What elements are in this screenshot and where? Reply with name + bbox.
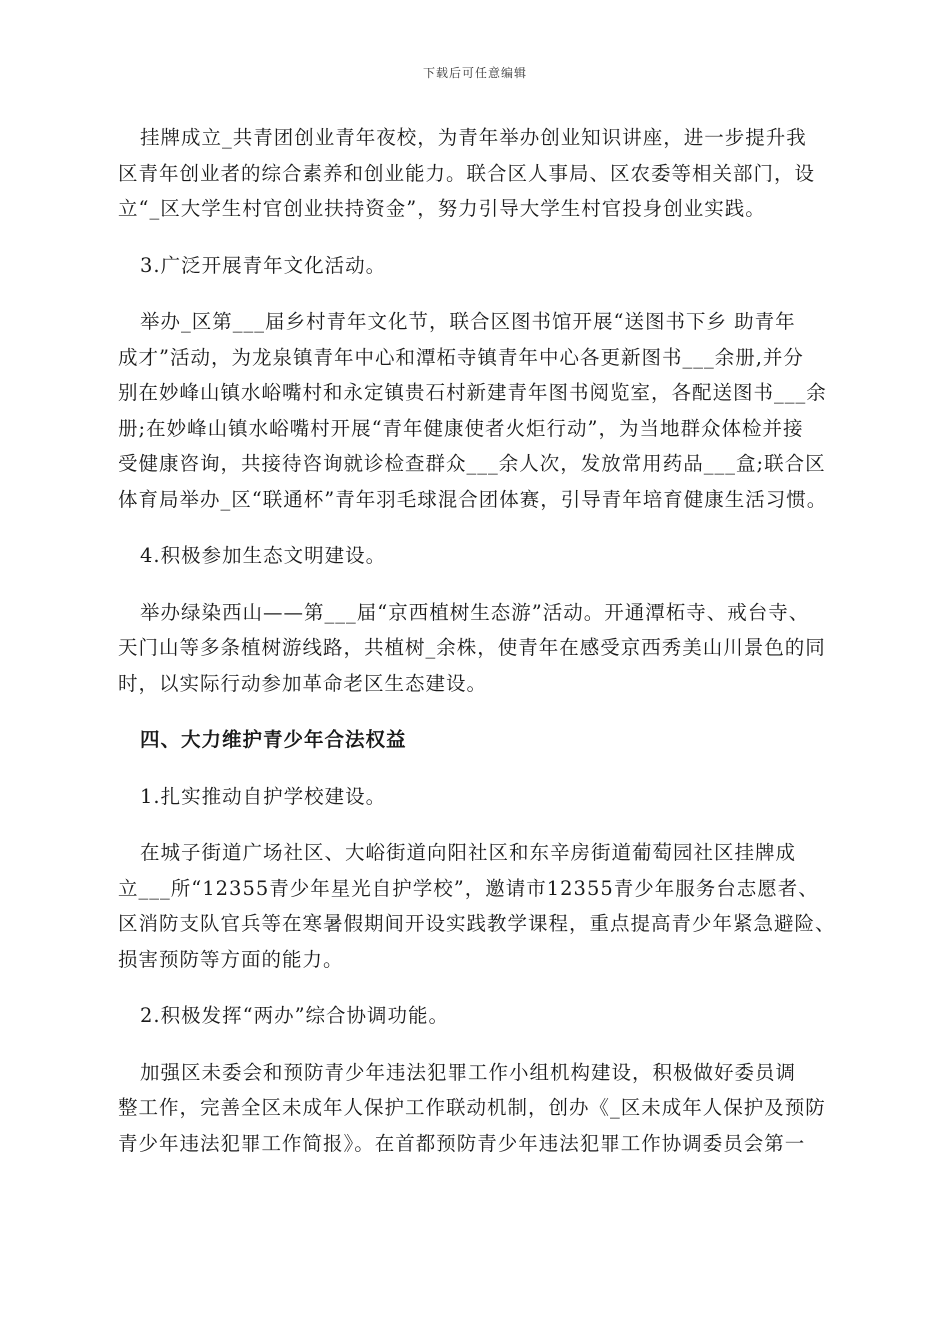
text-line: 举办绿染西山——第___届“京西植树生态游”活动。开通潭柘寺、戒台寺、 [140,600,810,624]
page-header: 下载后可任意编辑 [422,66,527,80]
text-line: 别在妙峰山镇水峪嘴村和永定镇贵石村新建青年图书阅览室，各配送图书___余 [118,381,827,404]
text-line: 天门山等多条植树游线路，共植树_余株，使青年在感受京西秀美山川景色的同 [118,636,826,659]
text-line: 青少年违法犯罪工作简报》。在首都预防青少年违法犯罪工作协调委员会第一 [118,1131,806,1155]
text-line: 区青年创业者的综合素养和创业能力。联合区人事局、区农委等相关部门，设 [118,161,816,185]
text-line: 体育局举办_区“联通杯”青年羽毛球混合团体赛，引导青年培育健康生活习惯。 [118,487,828,511]
subheading-text: 2.积极发挥“两办”综合协调功能。 [140,1004,450,1027]
subheading-coordination [118,998,850,1034]
subheading-ecological [118,538,850,574]
text-line: 册;在妙峰山镇水峪嘴村开展“青年健康使者火炬行动”，为当地群众体检并接 [118,416,804,440]
section-heading-text: 四、大力维护青少年合法权益 [140,728,407,751]
text-line: 在城子街道广场社区、大峪街道向阳社区和东辛房街道葡萄园社区挂牌成 [140,841,797,864]
paragraph-minor-protection [118,1055,850,1162]
text-line: 加强区未委会和预防青少年违法犯罪工作小组机构建设，积极做好委员调 [140,1060,797,1084]
paragraph-youth-night-school [118,120,850,227]
document-body [118,120,850,1182]
text-line: 成才”活动，为龙泉镇青年中心和潭柘寺镇青年中心各更新图书___余册,并分 [118,345,804,369]
paragraph-self-protection-school [118,835,850,977]
paragraph-tree-planting [118,595,850,702]
subheading-self-protection [118,779,850,815]
text-line: 举办_区第___届乡村青年文化节，联合区图书馆开展“送图书下乡 助青年 [140,310,796,333]
text-line: 立“_区大学生村官创业扶持资金”，努力引导大学生村官投身创业实践。 [118,197,766,220]
text-line: 立___所“12355青少年星光自护学校”，邀请市12355青少年服务台志愿者、 [118,876,819,900]
subheading-text: 1.扎实推动自护学校建设。 [140,784,387,808]
text-line: 损害预防等方面的能力。 [118,947,344,971]
paragraph-cultural-festival [118,304,850,517]
subheading-text: 3.广泛开展青年文化活动。 [140,253,387,277]
text-line: 挂牌成立_共青团创业青年夜校，为青年举办创业知识讲座，进一步提升我 [140,126,807,149]
subheading-text: 4.积极参加生态文明建设。 [140,544,387,567]
text-line: 时，以实际行动参加革命老区生态建设。 [118,671,488,695]
subheading-cultural-activities [118,248,850,284]
text-line: 受健康咨询，共接待咨询就诊检查群众___余人次，发放常用药品___盒;联合区 [118,452,826,475]
text-line: 整工作，完善全区未成年人保护工作联动机制，创办《_区未成年人保护及预防 [118,1096,826,1119]
section-heading-rights [118,722,850,758]
text-line: 区消防支队官兵等在寒暑假期间开设实践教学课程，重点提高青少年紧急避险、 [118,912,836,935]
